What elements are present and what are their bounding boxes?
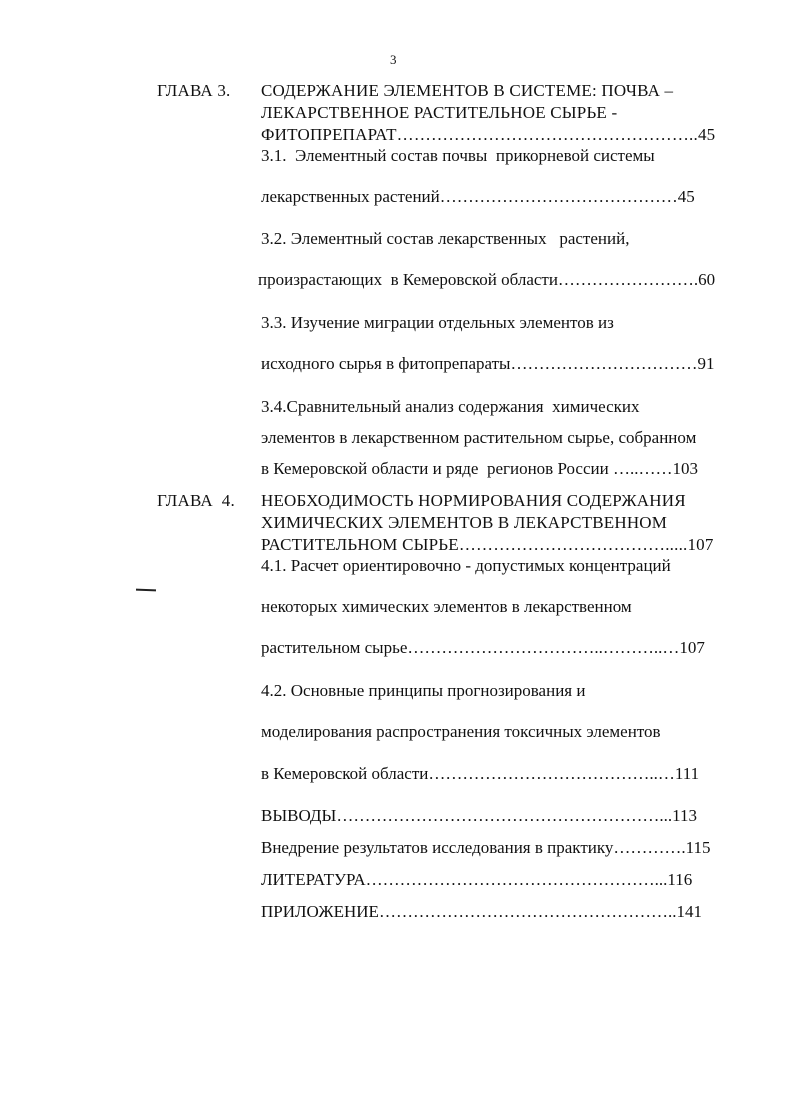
section-3-3-line: исходного сырья в фитопрепараты……………………………91: [261, 354, 715, 373]
references-entry: ЛИТЕРАТУРА……………………………………………...116: [261, 870, 693, 889]
chapter-3-label: ГЛАВА 3.: [157, 81, 231, 100]
implementation-entry: Внедрение результатов исследования в практику………….115: [261, 838, 711, 857]
chapter-3-title-line: ФИТОПРЕПАРАТ……………………………………………..45: [261, 125, 716, 144]
section-3-1-line: 3.1. Элементный состав почвы прикорневой системы: [261, 146, 655, 165]
section-3-1-line: лекарственных растений……………………………………45: [261, 187, 695, 206]
section-3-2-line: произрастающих в Кемеровской области…………………….60: [258, 270, 716, 289]
section-3-3-line: 3.3. Изучение миграции отдельных элементов из: [261, 313, 614, 332]
chapter-4-title-line: ХИМИЧЕСКИХ ЭЛЕМЕНТОВ В ЛЕКАРСТВЕННОМ: [261, 513, 668, 532]
section-4-2-line: моделирования распространения токсичных элементов: [261, 722, 661, 741]
section-3-2-line: 3.2. Элементный состав лекарственных растений,: [261, 229, 630, 248]
section-3-4-line: в Кемеровской области и ряде регионов России …..……103: [261, 459, 698, 478]
conclusions-entry: ВЫВОДЫ…………………………………………………...113: [261, 806, 697, 825]
section-3-4-line: элементов в лекарственном растительном сырье, собранном: [261, 428, 697, 447]
chapter-3-title-line: СОДЕРЖАНИЕ ЭЛЕМЕНТОВ В СИСТЕМЕ: ПОЧВА –: [261, 81, 674, 100]
chapter-4-title-line: РАСТИТЕЛЬНОМ СЫРЬЕ……………………………….....107: [261, 535, 714, 554]
chapter-3-title-line: ЛЕКАРСТВЕННОЕ РАСТИТЕЛЬНОЕ СЫРЬЕ -: [261, 103, 618, 122]
chapter-4-label: ГЛАВА 4.: [157, 491, 235, 510]
section-4-2-line: в Кемеровской области…………………………………..…111: [261, 764, 700, 783]
appendix-entry: ПРИЛОЖЕНИЕ……………………………………………..141: [261, 902, 702, 921]
margin-mark: [136, 589, 156, 592]
section-4-1-line: некоторых химических элементов в лекарственном: [261, 597, 632, 616]
chapter-4-title-line: НЕОБХОДИМОСТЬ НОРМИРОВАНИЯ СОДЕРЖАНИЯ: [261, 491, 686, 510]
section-4-1-line: растительном сырье……………………………..………..…107: [261, 638, 705, 657]
section-4-1-line: 4.1. Расчет ориентировочно - допустимых концентраций: [261, 556, 671, 575]
section-4-2-line: 4.2. Основные принципы прогнозирования и: [261, 681, 586, 700]
section-3-4-line: 3.4.Сравнительный анализ содержания химических: [261, 397, 640, 416]
page-number: 3: [390, 52, 397, 67]
